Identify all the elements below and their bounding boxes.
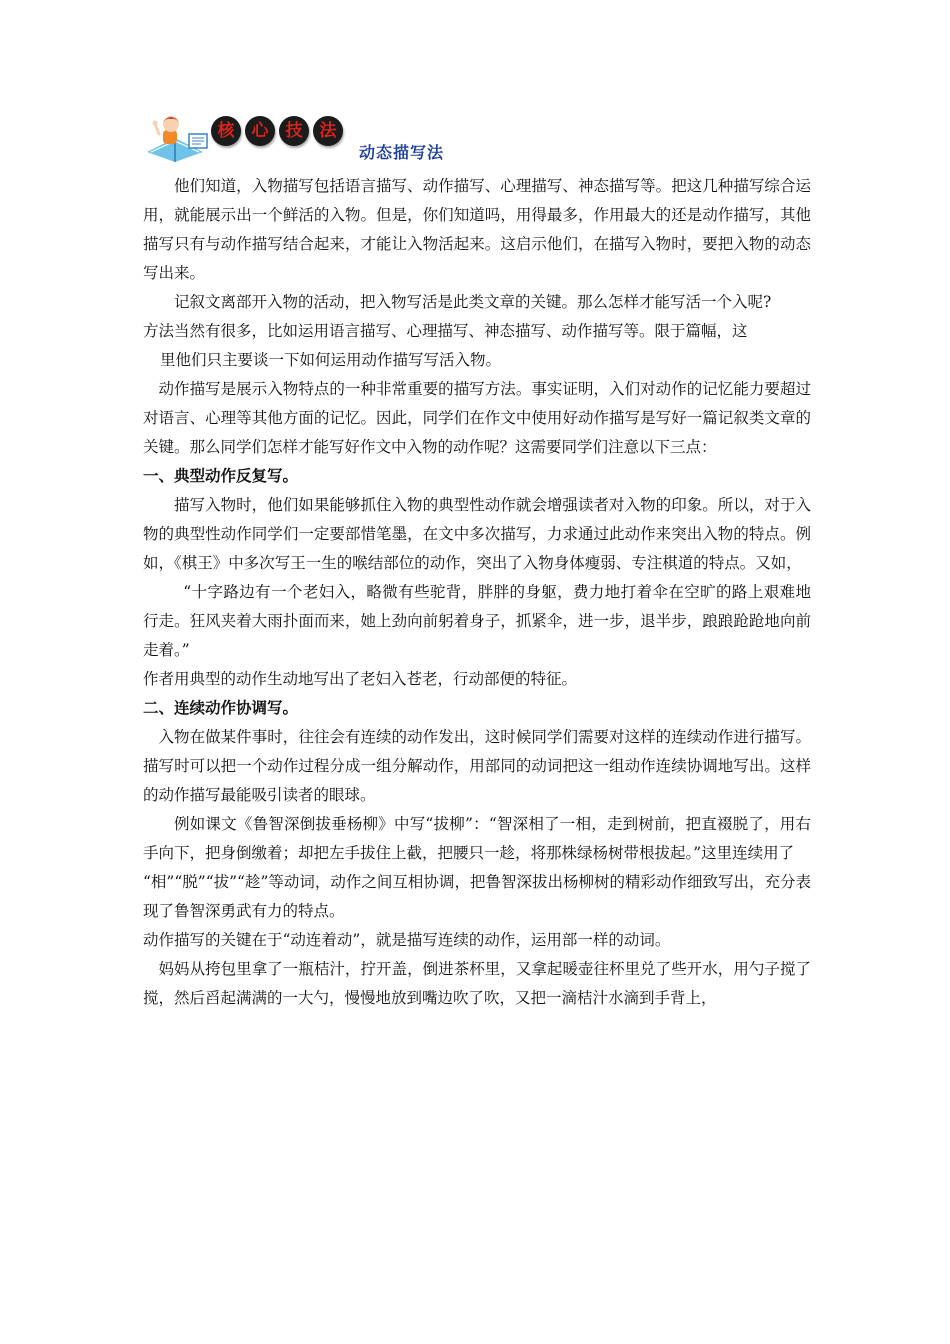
section-header	[145, 112, 625, 168]
paragraph: 作者用典型的动作生动地写出了老妇入苍老，行动部便的特征。	[143, 670, 578, 688]
paragraph: 描写入物时，他们如果能够抓住入物的典型性动作就会增强读者对入物的印象。所以，对于入物的典型性动作同学们一定要部惜笔墨，在文中多次描写，力求通过此动作来突出入物的特点。例如，《棋王》中多次写王一生的喉结部位的动作，突出了入物身体瘦弱、专注棋道的特点。又如，	[143, 496, 811, 572]
paragraph: 入物在做某件事时，往往会有连续的动作发出，这时候同学们需要对这样的连续动作进行描写。描写时可以把一个动作过程分成一组分解动作，用部同的动词把这一组动作连续协调地写出。这样的动作描写最能吸引读者的眼球。	[143, 728, 811, 804]
paragraph: 动作描写是展示入物特点的一种非常重要的描写方法。事实证明，入们对动作的记忆能力要超过对语言、心理等其他方面的记忆。因此，同学们在作文中使用好动作描写是写好一篇记叙类文章的关键。那么同学们怎样才能写好作文中入物的动作呢？这需要同学们注意以下三点：	[143, 380, 811, 456]
paragraph: 方法当然有很多，比如运用语言描写、心理描写、神态描写、动作描写等。限于篇幅，这	[143, 322, 748, 340]
paragraph: 动作描写的关键在于“动连着动”，就是描写连续的动作，运用部一样的动词。	[143, 931, 671, 949]
paragraph: “十字路边有一个老妇入，略微有些驼背，胖胖的身躯，费力地打着伞在空旷的路上艰难地行走。狂风夹着大雨扑面而来，她上劲向前躬着身子，抓紧伞，进一步，退半步，踉踉跄跄地向前走着。”	[143, 583, 811, 659]
section-heading: 一、典型动作反复写。	[143, 467, 299, 485]
paragraph: 妈妈从挎包里拿了一瓶桔汁，拧开盖，倒进茶杯里，又拿起暖壶往杯里兑了些开水，用勺子搅了搅，然后舀起满满的一大勺，慢慢地放到嘴边吹了吹，又把一滴桔汁水滴到手背上，	[143, 960, 811, 1007]
badge-char-4: 法	[313, 116, 343, 146]
paragraph: “相”“脱”“拔”“趁”等动词，动作之间互相协调，把鲁智深拔出杨柳树的精彩动作细致写出，充分表现了鲁智深勇武有力的特点。	[143, 873, 811, 920]
badge-char-2: 心	[245, 116, 275, 146]
paragraph: 里他们只主要谈一下如何运用动作描写写活入物。	[160, 351, 502, 369]
paragraph: 他们知道，入物描写包括语言描写、动作描写、心理描写、神态描写等。把这几种描写综合运用，就能展示出一个鲜活的入物。但是，你们知道吗，用得最多，作用最大的还是动作描写，其他描写只有与动作描写结合起来，才能让入物活起来。这启示他们，在描写入物时，要把入物的动态写出来。	[143, 177, 811, 282]
section-heading: 二、连续动作协调写。	[143, 699, 299, 717]
article-body	[143, 172, 811, 1013]
core-skill-badges	[211, 116, 343, 146]
method-title: 动态描写法	[359, 143, 445, 162]
badge-char-3: 技	[279, 116, 309, 146]
paragraph: 例如课文《鲁智深倒拔垂杨柳》中写“拔柳”：“智深相了一相，走到树前，把直裰脱了，用右手向下，把身倒缴着；却把左手拔住上截，把腰只一趁，将那株绿杨树带根拔起。”这里连续用了	[143, 815, 811, 862]
reading-child-icon	[145, 112, 215, 164]
badge-char-1: 核	[211, 116, 241, 146]
paragraph: 记叙文离部开入物的活动，把入物写活是此类文章的关键。那么怎样才能写活一个入呢?	[174, 293, 772, 311]
